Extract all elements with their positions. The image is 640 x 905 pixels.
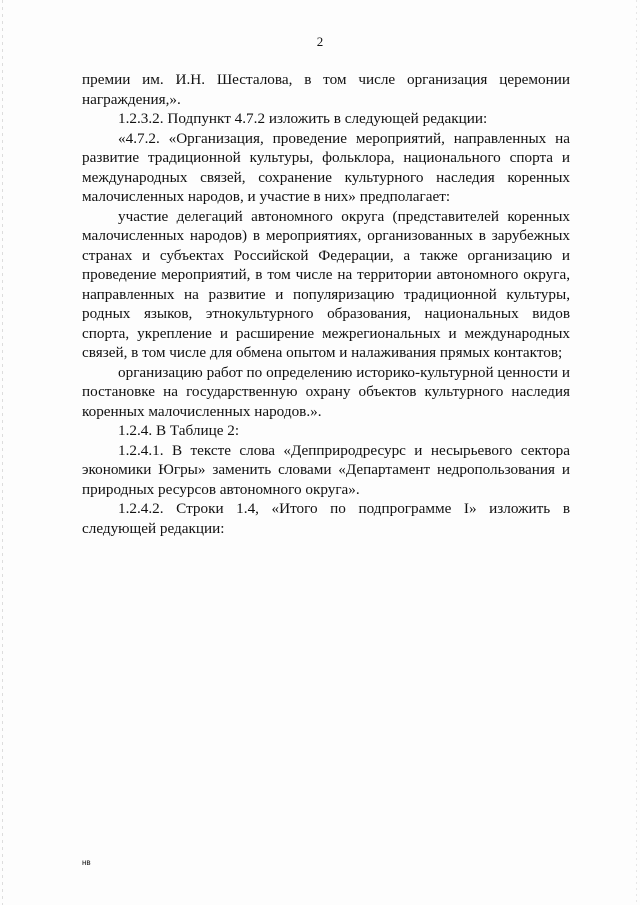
paragraph-heritage: организацию работ по определению историко-культурной ценности и постановке на государственную охрану объектов культурного наследия коренных малочисленных народов.». [82,363,570,420]
document-body [82,70,570,538]
paragraph-1-2-4-1: 1.2.4.1. В тексте слова «Депприродресурс и несырьевого сектора экономики Югры» заменить словами «Департамент недропользования и природных ресурсов автономного округа». [82,441,570,498]
paragraph-1-2-4: 1.2.4. В Таблице 2: [118,422,240,439]
paragraph-4-7-2: «4.7.2. «Организация, проведение мероприятий, направленных на развитие традиционной культуры, фольклора, национального спорта и международных связей, сохранение культурного наследия коренных малочисленных народов, и участие в них» предполагает: [82,129,570,205]
paragraph-1-2-4-2: 1.2.4.2. Строки 1.4, «Итого по подпрограмме I» изложить в следующей редакции: [82,500,570,537]
paragraph-delegations: участие делегаций автономного округа (представителей коренных малочисленных народов) в мероприятиях, организованных в зарубежных странах и субъектах Российской Федерации, а также организацию и проведение мероприятий, в том числе на территории автономного округа, направленных на развитие и популяризацию традиционной культуры, родных языков, этнокультурного образования, национальных видов спорта, укрепление и расширение межрегиональных и международных связей, в том числе для обмена опытом и налаживания прямых контактов; [82,207,570,361]
scan-edge-right [636,0,637,905]
paragraph-1-2-3-2: 1.2.3.2. Подпункт 4.7.2 изложить в следующей редакции: [118,110,488,127]
footer-initials: нв [82,858,91,867]
page-number: 2 [316,34,324,49]
scan-edge-left [2,0,3,905]
paragraph-award-ceremony: премии им. И.Н. Шесталова, в том числе организация церемонии награждения,». [82,71,570,108]
